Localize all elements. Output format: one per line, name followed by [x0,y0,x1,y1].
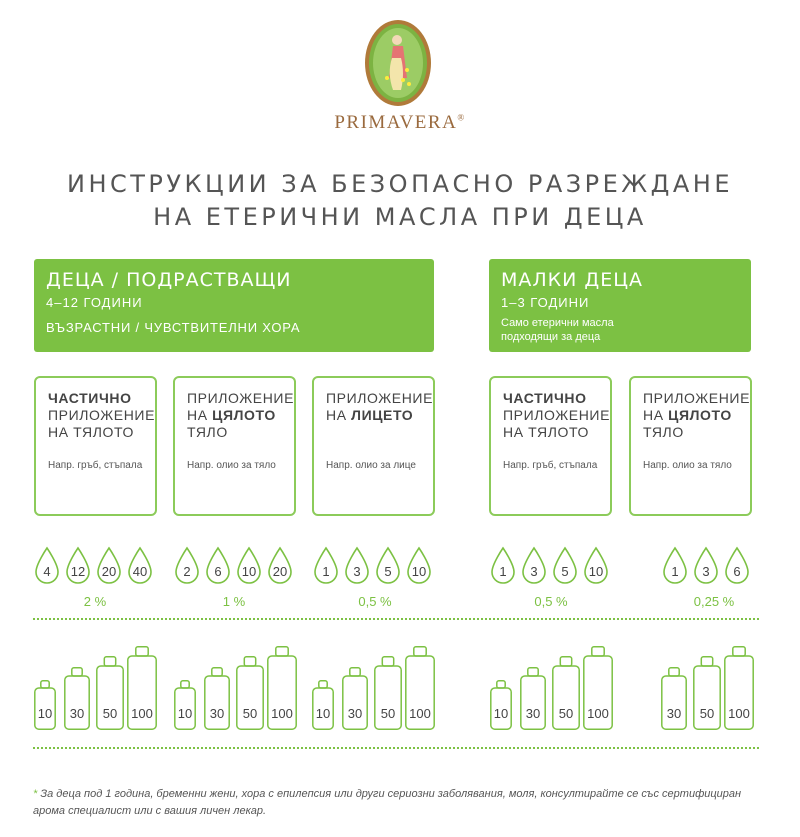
bottle-icon [64,667,90,730]
page-title-line-2: НА ЕТЕРИЧНИ МАСЛА ПРИ ДЕЦА [153,203,647,231]
bottle-icon [236,656,264,730]
bottle-volume: 10 [177,706,193,721]
bottle-icon [552,656,580,730]
banner-small-note: Само етерични масла подходящи за деца [501,317,614,343]
drop-count: 1 [322,564,330,579]
drop-icon [173,546,201,586]
drop-icon [126,546,154,586]
dilution-percent: 0,25 % [693,594,735,609]
card-partial-body: ЧАСТИЧНО ПРИЛОЖЕНИЕ НА ТЯЛОТО Напр. гръб, стъпала [34,376,157,516]
card-small-partial-body: ЧАСТИЧНО ПРИЛОЖЕНИЕ НА ТЯЛОТО Напр. гръб, стъпала [489,376,612,516]
bottle-volume: 10 [315,706,331,721]
drop-count: 20 [101,564,117,579]
drop-count: 3 [353,564,361,579]
drop-count: 6 [214,564,222,579]
drop-icon [582,546,610,586]
banner-kids [34,259,434,352]
bottle-icon [520,667,546,730]
dilution-percent: 2 % [83,594,107,609]
footnote: * За деца под 1 година, бременни жени, хора с епилепсия или други сериозни заболявания, моля, консултирайте се със сертифициран арома специалист или с вашия личен лекар. [33,788,742,817]
bottle-volume: 50 [102,706,118,721]
drop-icon [95,546,123,586]
drop-icon [266,546,294,586]
drop-count: 3 [530,564,538,579]
bottle-icon [204,667,230,730]
bottle-icon [96,656,124,730]
bottle-volume: 100 [409,706,431,721]
brand-name: PRIMAVERA® [334,112,466,133]
bottle-icon [490,680,512,730]
drop-icon [520,546,548,586]
drop-icon [33,546,61,586]
card-example: Напр. олио за тяло [643,460,732,471]
dilution-percent: 0,5 % [358,594,392,609]
drop-count: 10 [588,564,604,579]
bottle-icon [174,680,196,730]
separator-2 [33,747,759,749]
drop-count: 5 [561,564,569,579]
bottle-icon [342,667,368,730]
card-small-whole-body: ПРИЛОЖЕНИЕ НА ЦЯЛОТО ТЯЛО Напр. олио за тяло [629,376,752,516]
drop-icon [64,546,92,586]
drop-count: 4 [43,564,51,579]
bottle-volume: 100 [728,706,750,721]
drop-count: 3 [702,564,710,579]
drop-icon [204,546,232,586]
card-example: Напр. олио за тяло [187,460,276,471]
drop-count: 12 [70,564,86,579]
drop-count: 1 [499,564,507,579]
drop-count: 10 [241,564,257,579]
bottle-volume: 50 [558,706,574,721]
drop-icon [405,546,433,586]
bottle-volume: 30 [525,706,541,721]
drop-icon [661,546,689,586]
drop-count: 5 [384,564,392,579]
card-example: Напр. гръб, стъпала [503,460,598,471]
drop-icon [235,546,263,586]
primavera-logo [363,18,433,108]
bottle-icon [693,656,721,730]
drop-icon [551,546,579,586]
bottle-icon [267,646,297,730]
card-example: Напр. гръб, стъпала [48,460,143,471]
bottle-icon [374,656,402,730]
dilution-percent: 1 % [222,594,246,609]
drop-count: 2 [183,564,191,579]
drop-icon [692,546,720,586]
banner-kids-note: ВЪЗРАСТНИ / ЧУВСТВИТЕЛНИ ХОРА [46,320,301,335]
bottle-volume: 30 [347,706,363,721]
drop-icon [312,546,340,586]
card-face: ПРИЛОЖЕНИЕ НА ЛИЦЕТО Напр. олио за лице [312,376,435,516]
drop-icon [723,546,751,586]
bottle-icon [583,646,613,730]
bottle-volume: 50 [699,706,715,721]
banner-kids-age: 4–12 ГОДИНИ [46,295,143,310]
drop-count: 10 [411,564,427,579]
drop-icon [374,546,402,586]
bottle-volume: 100 [271,706,293,721]
bottle-icon [127,646,157,730]
drop-count: 40 [132,564,148,579]
separator-1 [33,618,759,620]
drop-count: 6 [733,564,741,579]
drop-icon [489,546,517,586]
page-title-line-1: ИНСТРУКЦИИ ЗА БЕЗОПАСНО РАЗРЕЖДАНЕ [67,170,733,198]
banner-small-title: МАЛКИ ДЕЦА [501,269,644,291]
bottle-volume: 30 [666,706,682,721]
card-whole-body: ПРИЛОЖЕНИЕ НА ЦЯЛОТО ТЯЛО Напр. олио за тяло [173,376,296,516]
bottle-volume: 10 [493,706,509,721]
bottle-volume: 100 [587,706,609,721]
card-example: Напр. олио за лице [326,460,416,471]
banner-small-age: 1–3 ГОДИНИ [501,295,590,310]
bottle-icon [34,680,56,730]
drop-count: 20 [272,564,288,579]
bottle-icon [724,646,754,730]
drop-icon [343,546,371,586]
bottle-volume: 50 [380,706,396,721]
bottle-icon [661,667,687,730]
dilution-percent: 0,5 % [534,594,568,609]
bottle-volume: 30 [69,706,85,721]
bottle-icon [405,646,435,730]
bottle-volume: 10 [37,706,53,721]
banner-small-kids [489,259,751,352]
bottle-volume: 30 [209,706,225,721]
banner-kids-title: ДЕЦА / ПОДРАСТВАЩИ [46,269,292,291]
drop-count: 1 [671,564,679,579]
bottle-volume: 100 [131,706,153,721]
bottle-volume: 50 [242,706,258,721]
bottle-icon [312,680,334,730]
